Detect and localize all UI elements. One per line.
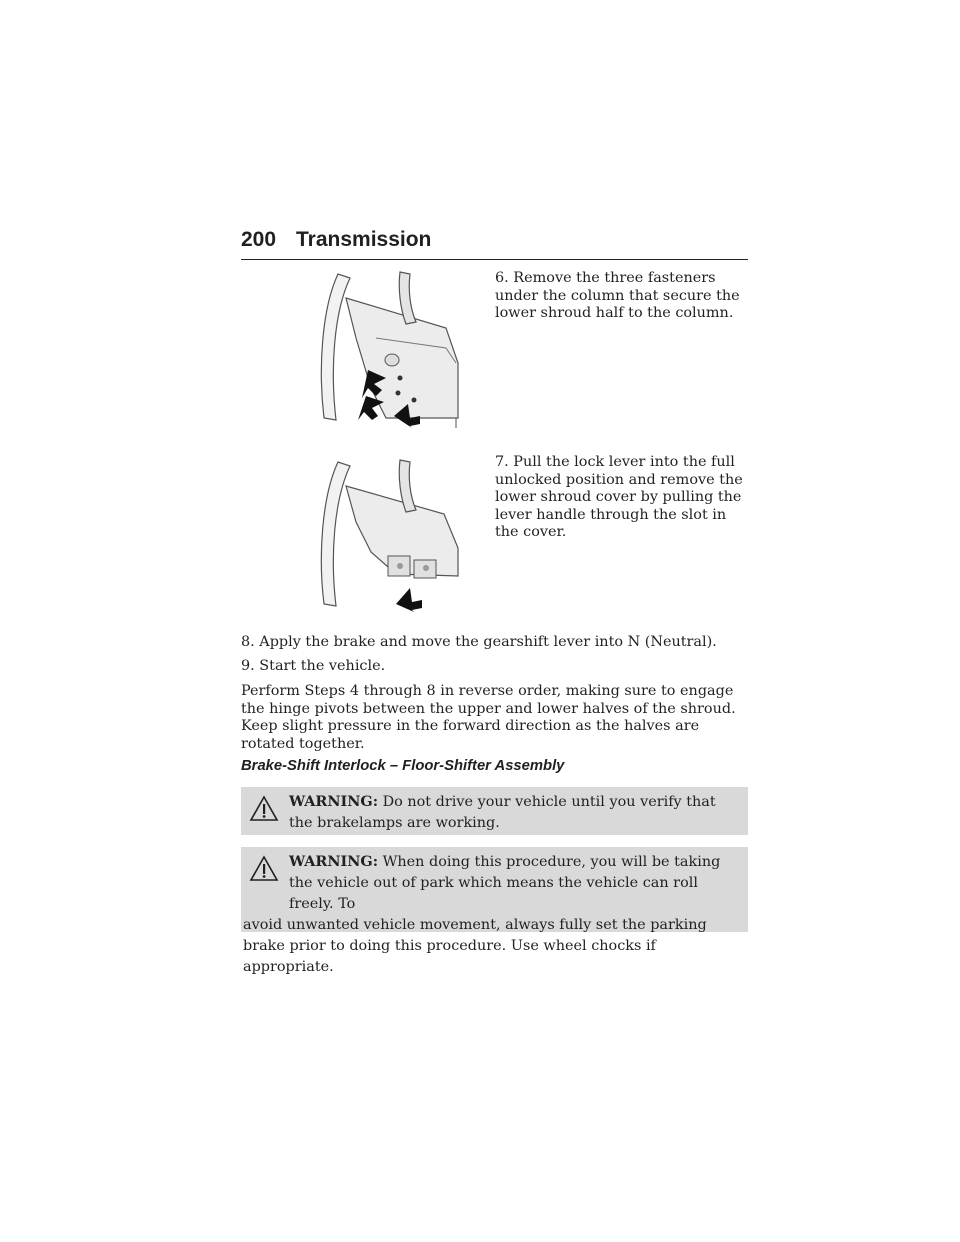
warning-box-2 — [241, 847, 748, 975]
warning-label: WARNING: — [289, 793, 379, 810]
section-title: Transmission — [296, 228, 432, 251]
step-7-text: 7. Pull the lock lever into the full unlocked position and remove the lower shroud cover by pulling the lever handle through the slot in the cover. — [495, 454, 743, 540]
step-6-text: 6. Remove the three fasteners under the column that secure the lower shroud half to the column. — [495, 270, 740, 321]
arrow-icon — [396, 588, 422, 612]
lock-lever-shroud-illustration — [316, 456, 466, 612]
subheading: Brake-Shift Interlock – Floor-Shifter Assembly — [241, 758, 565, 774]
warning-box-1 — [241, 787, 748, 835]
warning-text: Do not drive your vehicle until you verify that the brakelamps are working. — [289, 794, 716, 831]
warning-triangle-icon — [249, 795, 279, 822]
warning-label: WARNING: — [289, 853, 379, 870]
warning-text: When doing this procedure, you will be taking the vehicle out of park which means the vehicle can roll freely. To — [289, 854, 721, 912]
step-8-text: 8. Apply the brake and move the gearshift lever into N (Neutral). — [241, 634, 717, 650]
steering-column-fasteners-illustration — [316, 268, 466, 428]
warning-triangle-icon — [249, 855, 279, 882]
page-header — [241, 228, 748, 260]
warning-text-continued: avoid unwanted vehicle movement, always fully set the parking brake prior to doing this procedure. Use wheel chocks if appropriate. — [243, 917, 707, 975]
reverse-order-note: Perform Steps 4 through 8 in reverse order, making sure to engage the hinge pivots between the upper and lower halves of the shroud. Keep slight pressure in the forward direction as the halves are rotated together. — [241, 683, 736, 752]
page-number: 200 — [241, 228, 277, 251]
step-9-text: 9. Start the vehicle. — [241, 658, 386, 674]
header-rule — [241, 259, 748, 260]
